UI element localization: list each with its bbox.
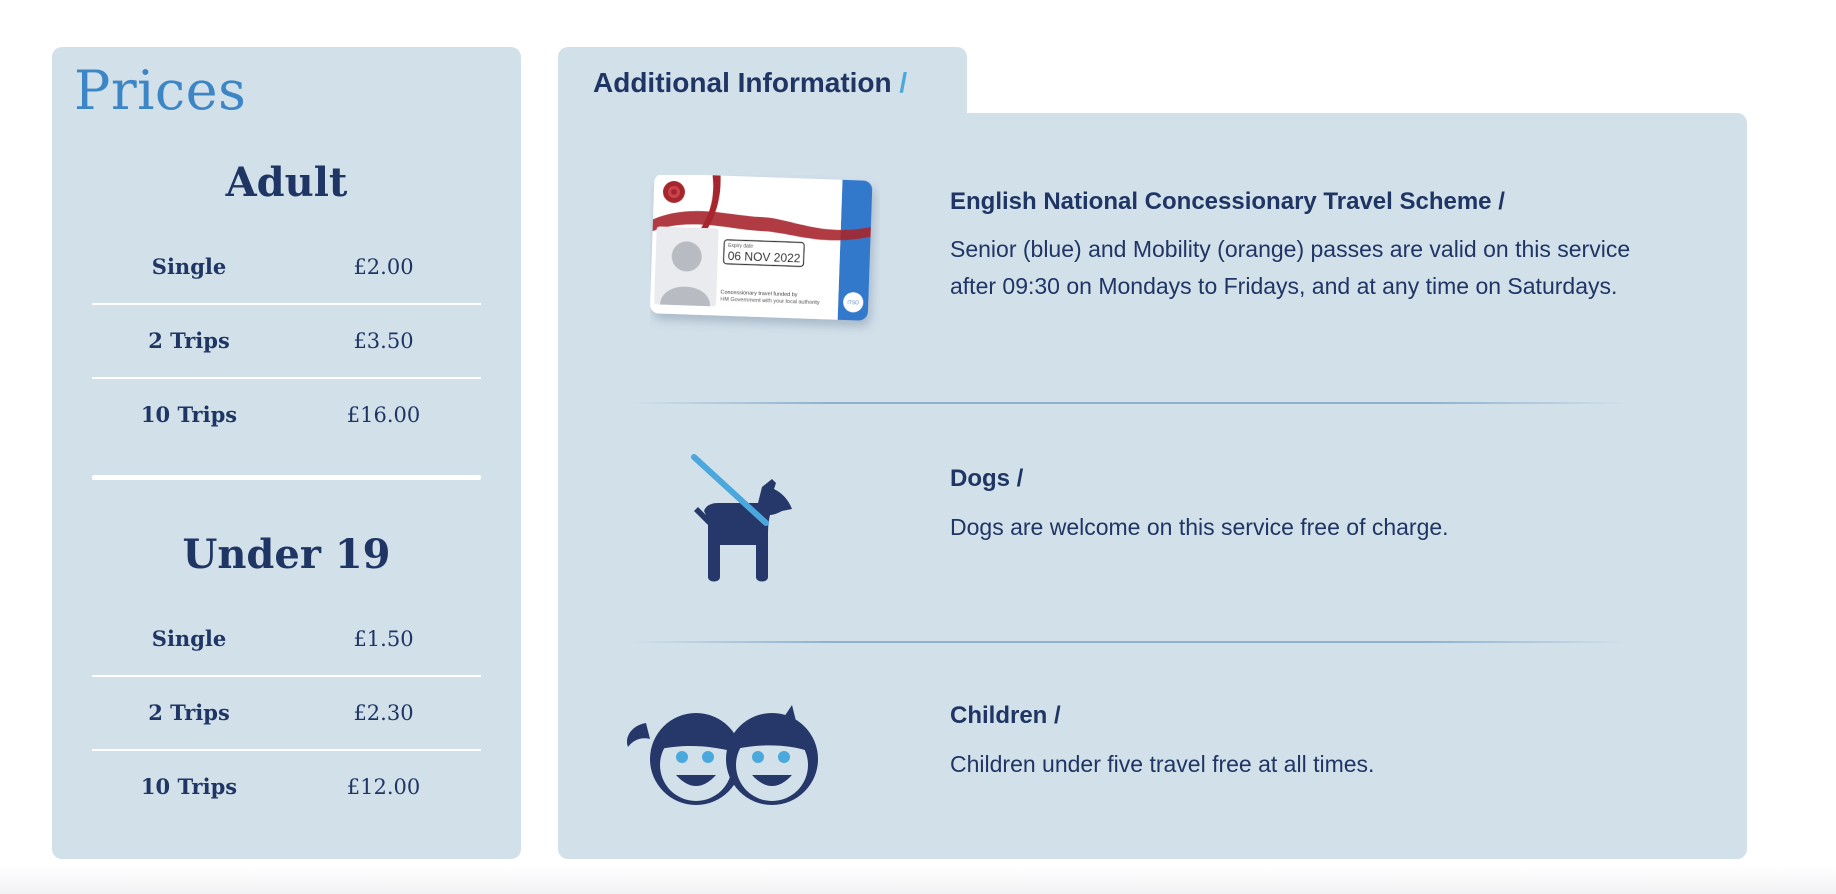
tab-title-text: Additional Information <box>593 67 892 98</box>
info-item-body: Dogs are welcome on this service free of charge. <box>950 514 1449 540</box>
fare-price: £1.50 <box>353 627 414 651</box>
info-item-body: Senior (blue) and Mobility (orange) passes are valid on this service after 09:30 on Mondays to Fridays, and at any time on Saturdays. <box>950 236 1631 299</box>
fare-price: £16.00 <box>346 403 421 427</box>
info-item-heading: English National Concessionary Travel Scheme / <box>950 188 1505 215</box>
under-19-group-title: Under 19 <box>182 531 391 578</box>
fare-type-label: 2 Trips <box>148 328 230 353</box>
info-divider <box>628 402 1628 404</box>
price-row <box>92 305 481 379</box>
additional-information-panel <box>558 113 1747 859</box>
card-badge: ITSO <box>847 300 860 307</box>
additional-information-title <box>593 67 907 99</box>
page-bottom-fade <box>0 866 1836 894</box>
fare-price: £2.30 <box>353 701 414 725</box>
concessionary-pass-card-icon <box>650 175 880 335</box>
info-item-body: Children under five travel free at all times. <box>950 751 1375 777</box>
fare-type-label: 2 Trips <box>148 700 230 725</box>
fare-type-label: 10 Trips <box>140 774 238 799</box>
fare-type-label: 10 Trips <box>140 402 238 427</box>
price-row <box>92 677 481 751</box>
price-row <box>92 379 481 451</box>
fare-price: £2.00 <box>353 255 414 279</box>
card-caption-2: HM Government with your local authority <box>720 296 820 307</box>
fare-type-label: Single <box>151 626 227 651</box>
under-19-price-table <box>92 603 481 823</box>
price-row <box>92 231 481 305</box>
price-row <box>92 603 481 677</box>
group-divider <box>92 475 481 480</box>
card-caption-1: Concessionary travel funded by <box>720 289 798 299</box>
prices-title: Prices <box>74 59 247 122</box>
children-icon <box>624 693 824 813</box>
card-expiry-label: Expiry date <box>728 242 754 250</box>
card-date: 06 NOV 2022 <box>727 248 801 266</box>
info-item-heading: Children / <box>950 702 1061 729</box>
tab-title-slash: / <box>899 67 908 98</box>
fare-price: £12.00 <box>346 775 421 799</box>
adult-price-table <box>92 231 481 451</box>
dog-icon <box>688 453 808 583</box>
fare-type-label: Single <box>151 254 227 279</box>
adult-group-title: Adult <box>225 159 348 206</box>
fare-price: £3.50 <box>353 329 414 353</box>
price-row <box>92 751 481 823</box>
info-divider <box>628 641 1628 643</box>
prices-panel <box>52 47 521 859</box>
info-item-heading: Dogs / <box>950 465 1024 492</box>
